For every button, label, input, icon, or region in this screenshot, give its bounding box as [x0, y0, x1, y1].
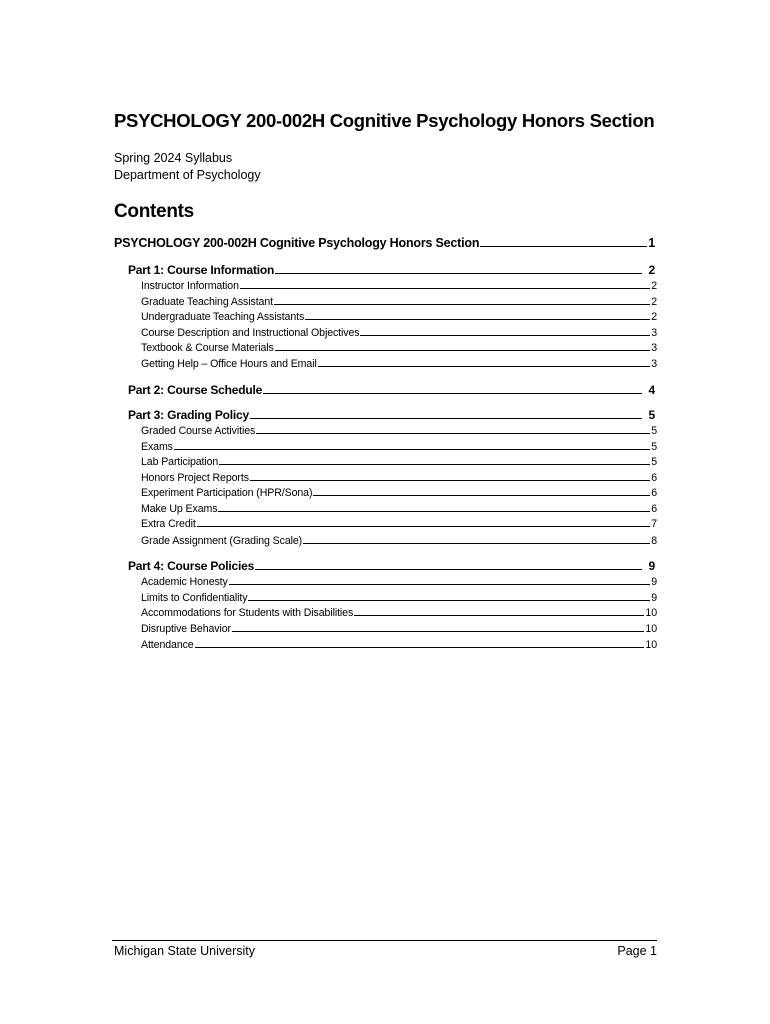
- toc-entry-page: 4: [648, 383, 655, 397]
- toc-subentry[interactable]: [141, 535, 657, 547]
- toc-entry-page: 3: [651, 326, 657, 339]
- toc-entry-label: Accommodations for Students with Disabilities: [141, 607, 354, 619]
- toc-entry-label: Limits to Confidentiality: [141, 591, 248, 604]
- toc-entry-page: 2: [651, 295, 657, 308]
- toc-entry-label: Course Description and Instructional Objectives: [141, 326, 360, 339]
- toc-entry-page: 2: [648, 263, 655, 277]
- toc-entry-page: 5: [651, 456, 657, 468]
- toc-subentry[interactable]: [141, 280, 657, 292]
- toc-leader: [360, 334, 650, 336]
- toc-entry-page: 3: [651, 357, 657, 370]
- toc-entry-label: Honors Project Reports: [141, 471, 249, 484]
- toc-entry-label: Extra Credit: [141, 518, 196, 530]
- toc-entry-part-2[interactable]: [128, 383, 655, 397]
- toc-subentry[interactable]: [141, 576, 657, 588]
- toc-leader: [240, 287, 650, 289]
- toc-leader: [218, 510, 650, 512]
- toc-entry-page: 3: [651, 342, 657, 354]
- toc-entry-page: 5: [648, 408, 655, 422]
- toc-leader: [275, 272, 641, 274]
- toc-entry-page: 6: [651, 487, 657, 499]
- footer-institution: Michigan State University: [114, 944, 256, 958]
- toc-entry-label: Part 3: Grading Policy: [128, 408, 249, 422]
- toc-entry-label: Part 4: Course Policies: [128, 559, 255, 573]
- department-line: Department of Psychology: [114, 168, 261, 182]
- toc-subentry[interactable]: [141, 487, 657, 499]
- toc-subentry[interactable]: [141, 623, 657, 635]
- toc-entry-page: 5: [651, 440, 657, 453]
- toc-entry-page: 8: [651, 535, 657, 547]
- toc-leader: [274, 303, 650, 305]
- toc-subentry[interactable]: [141, 518, 657, 530]
- toc-entry-page: 2: [651, 280, 657, 292]
- toc-entry-label: Instructor Information: [141, 280, 239, 292]
- toc-leader: [195, 646, 645, 648]
- toc-entry-page: 9: [651, 591, 657, 604]
- toc-leader: [480, 245, 647, 247]
- toc-subentry[interactable]: [141, 311, 657, 323]
- toc-entry-page: 7: [651, 518, 657, 530]
- document-title: PSYCHOLOGY 200-002H Cognitive Psychology Honors Section: [114, 110, 655, 131]
- toc-entry-document-title[interactable]: [114, 236, 655, 250]
- toc-subentry[interactable]: [141, 358, 657, 370]
- toc-subentry[interactable]: [141, 441, 657, 453]
- toc-leader: [256, 432, 650, 434]
- toc-leader: [275, 349, 650, 351]
- toc-leader: [229, 583, 650, 585]
- toc-entry-page: 9: [651, 576, 657, 588]
- footer-page-number: Page 1: [617, 944, 657, 958]
- toc-entry-part-1[interactable]: [128, 263, 655, 277]
- toc-leader: [303, 542, 650, 544]
- toc-entry-label: Graded Course Activities: [141, 425, 256, 437]
- toc-subentry[interactable]: [141, 296, 657, 308]
- toc-entry-label: Undergraduate Teaching Assistants: [141, 311, 305, 323]
- toc-leader: [197, 525, 650, 527]
- toc-leader: [305, 318, 650, 320]
- toc-subentry[interactable]: [141, 592, 657, 604]
- toc-entry-label: Attendance: [141, 638, 194, 651]
- toc-entry-label: Textbook & Course Materials: [141, 342, 274, 354]
- toc-entry-part-3[interactable]: [128, 408, 655, 422]
- toc-subentry[interactable]: [141, 503, 657, 515]
- toc-entry-label: Experiment Participation (HPR/Sona): [141, 487, 313, 499]
- footer-divider: [112, 940, 657, 941]
- toc-entry-page: 6: [651, 471, 657, 484]
- toc-entry-label: Part 1: Course Information: [128, 263, 275, 277]
- toc-entry-label: Lab Participation: [141, 456, 219, 468]
- toc-entry-label: Graduate Teaching Assistant: [141, 295, 273, 308]
- toc-entry-page: 6: [651, 502, 657, 515]
- toc-subentry[interactable]: [141, 607, 657, 619]
- toc-entry-label: Exams: [141, 440, 173, 453]
- toc-entry-page: 1: [648, 236, 655, 250]
- term-line: Spring 2024 Syllabus: [114, 151, 233, 165]
- toc-leader: [354, 614, 644, 616]
- toc-subentry[interactable]: [141, 425, 657, 437]
- toc-entry-label: Getting Help – Office Hours and Email: [141, 357, 317, 370]
- toc-entry-label: Grade Assignment (Grading Scale): [141, 535, 303, 547]
- toc-leader: [248, 599, 650, 601]
- toc-leader: [250, 417, 642, 419]
- toc-leader: [313, 494, 650, 496]
- toc-entry-page: 2: [651, 311, 657, 323]
- toc-leader: [250, 479, 650, 481]
- toc-entry-page: 10: [645, 638, 657, 651]
- contents-heading: Contents: [114, 201, 194, 222]
- toc-subentry[interactable]: [141, 327, 657, 339]
- toc-entry-label: PSYCHOLOGY 200-002H Cognitive Psychology Honors Section: [114, 236, 480, 250]
- toc-subentry[interactable]: [141, 456, 657, 468]
- toc-entry-part-4[interactable]: [128, 559, 655, 573]
- toc-entry-page: 10: [645, 622, 657, 635]
- toc-leader: [232, 630, 644, 632]
- toc-subentry[interactable]: [141, 639, 657, 651]
- toc-leader: [318, 365, 651, 367]
- toc-entry-page: 5: [651, 425, 657, 437]
- toc-entry-page: 9: [648, 559, 655, 573]
- toc-subentry[interactable]: [141, 342, 657, 354]
- toc-entry-page: 10: [645, 607, 657, 619]
- toc-leader: [219, 463, 650, 465]
- toc-entry-label: Disruptive Behavior: [141, 622, 231, 635]
- toc-leader: [255, 568, 641, 570]
- toc-subentry[interactable]: [141, 472, 657, 484]
- toc-leader: [263, 392, 641, 394]
- toc-leader: [174, 448, 650, 450]
- toc-entry-label: Make Up Exams: [141, 502, 218, 515]
- toc-entry-label: Academic Honesty: [141, 576, 228, 588]
- toc-entry-label: Part 2: Course Schedule: [128, 383, 263, 397]
